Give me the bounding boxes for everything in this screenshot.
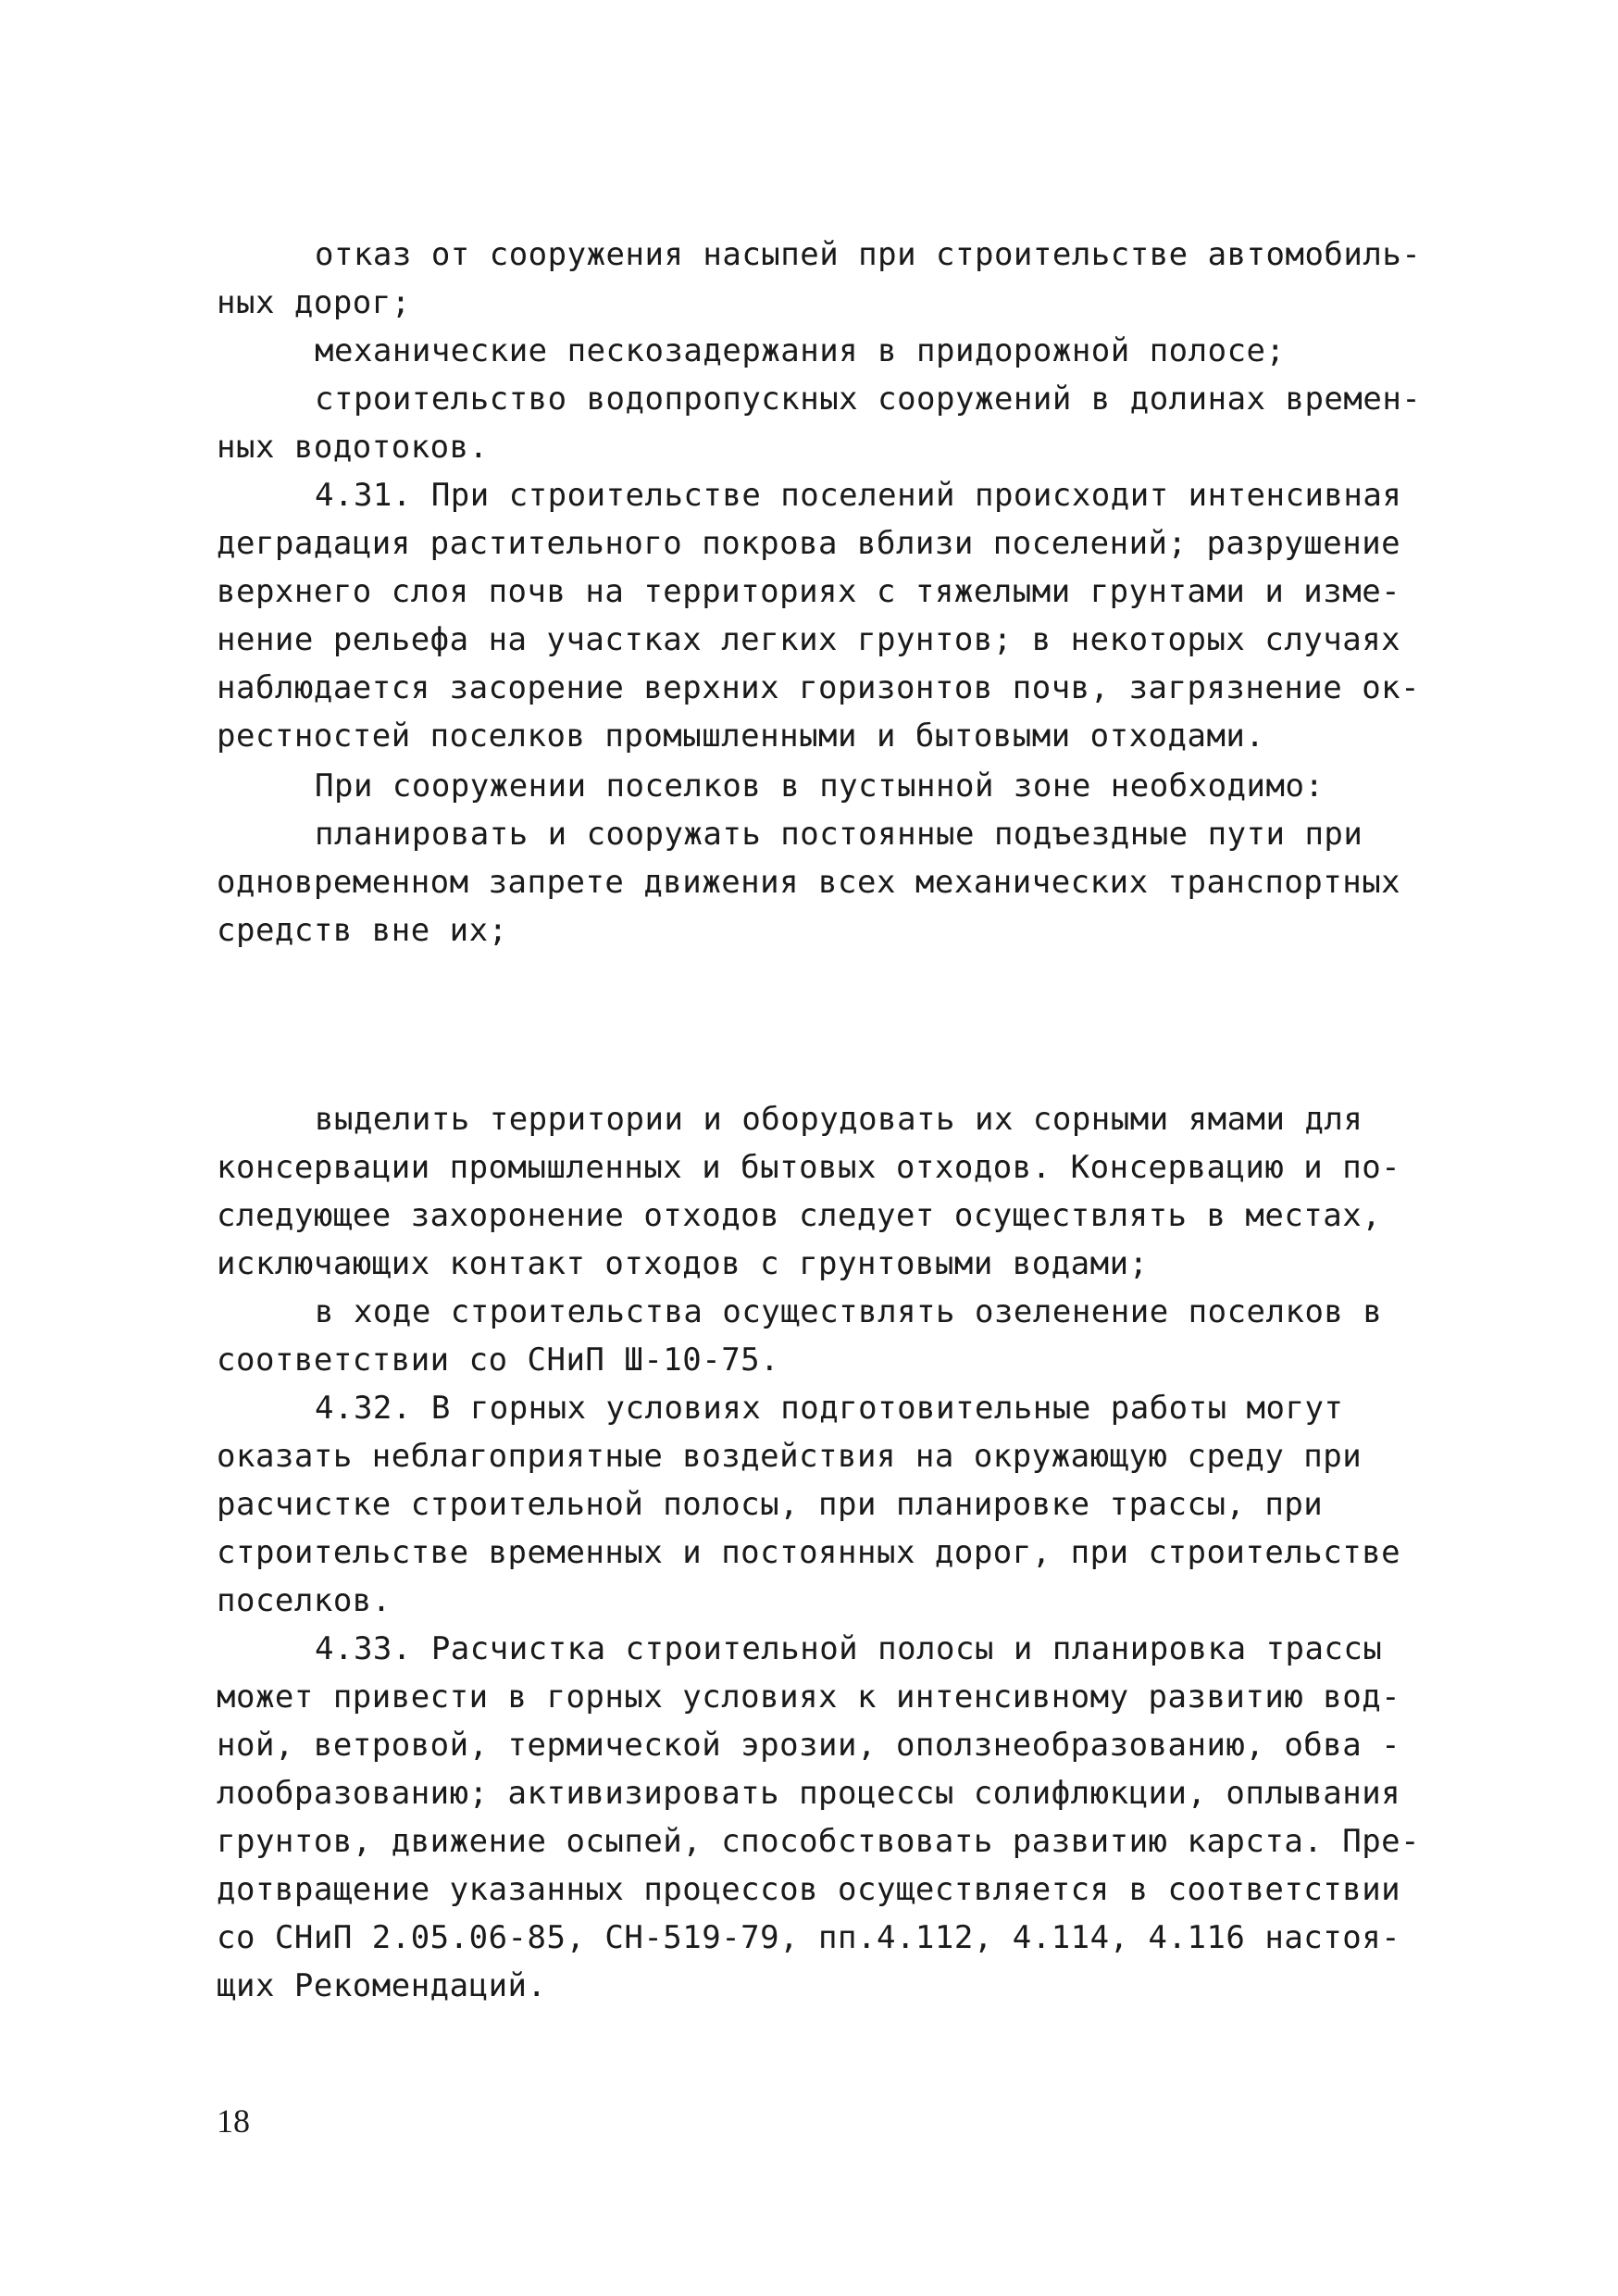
paragraph-4-31-line: деградация растительного покрова вблизи поселений; разрушение [217,525,1401,562]
text-line: планировать и сооружать постоянные подъездные пути при [315,816,1363,853]
paragraph-4-31-line: рестностей поселков промышленными и бытовыми отходами. [217,718,1265,755]
page-number: 18 [217,2103,250,2140]
text-line: консервации промышленных и бытовых отходов. Консервацию и по- [217,1149,1401,1186]
paragraph-4-33-line: может привести в горных условиях к интенсивному развитию вод- [217,1678,1401,1716]
paragraph-4-32-line: оказать неблагоприятные воздействия на окружающую среду при [217,1438,1363,1475]
paragraph-4-33-line: лообразованию; активизировать процессы солифлюкции, оплывания [217,1775,1401,1812]
text-line: следующее захоронение отходов следует осуществлять в местах, [217,1197,1382,1234]
paragraph-4-33-line: ной, ветровой, термической эрозии, оползнеобразованию, обва - [217,1727,1401,1764]
paragraph-4-32-line: 4.32. В горных условиях подготовительные работы могут [315,1390,1344,1427]
text-line: средств вне их; [217,912,508,949]
text-line: выделить территории и оборудовать их сорными ямами для [315,1101,1363,1138]
paragraph-4-31-line: верхнего слоя почв на территориях с тяжелыми грунтами и изме- [217,573,1401,610]
paragraph-4-33-line: щих Рекомендаций. [217,1967,547,2004]
text-line: соответствии со СНиП Ш-10-75. [217,1341,780,1379]
paragraph-4-33-line: грунтов, движение осыпей, способствовать развитию карста. Пре- [217,1823,1421,1860]
paragraph-4-33-line: со СНиП 2.05.06-85, СН-519-79, пп.4.112, 4.114, 4.116 настоя- [217,1919,1401,1956]
text-line: При сооружении поселков в пустынной зоне необходимо: [315,767,1325,805]
paragraph-4-31-line: 4.31. При строительстве поселений происходит интенсивная [315,477,1402,514]
text-line: строительство водопропускных сооружений в долинах времен- [315,381,1422,418]
text-line: ных водотоков. [217,429,489,466]
text-line: ных дорог; [217,284,411,321]
paragraph-4-32-line: поселков. [217,1582,392,1619]
text-line: в ходе строительства осуществлять озеленение поселков в [315,1293,1383,1330]
text-line: отказ от сооружения насыпей при строительстве автомобиль- [315,236,1422,273]
paragraph-4-32-line: строительстве временных и постоянных дорог, при строительстве [217,1534,1401,1571]
paragraph-4-31-line: наблюдается засорение верхних горизонтов почв, загрязнение ок- [217,669,1421,706]
text-line: исключающих контакт отходов с грунтовыми водами; [217,1245,1149,1282]
paragraph-4-33-line: дотвращение указанных процессов осуществляется в соответствии [217,1871,1401,1908]
text-line: механические пескозадержания в придорожной полосе; [315,332,1286,369]
paragraph-4-31-line: нение рельефа на участках легких грунтов; в некоторых случаях [217,621,1401,658]
text-line: одновременном запрете движения всех механических транспортных [217,864,1401,901]
paragraph-4-33-line: 4.33. Расчистка строительной полосы и планировка трассы [315,1630,1383,1667]
paragraph-4-32-line: расчистке строительной полосы, при планировке трассы, при [217,1486,1324,1523]
